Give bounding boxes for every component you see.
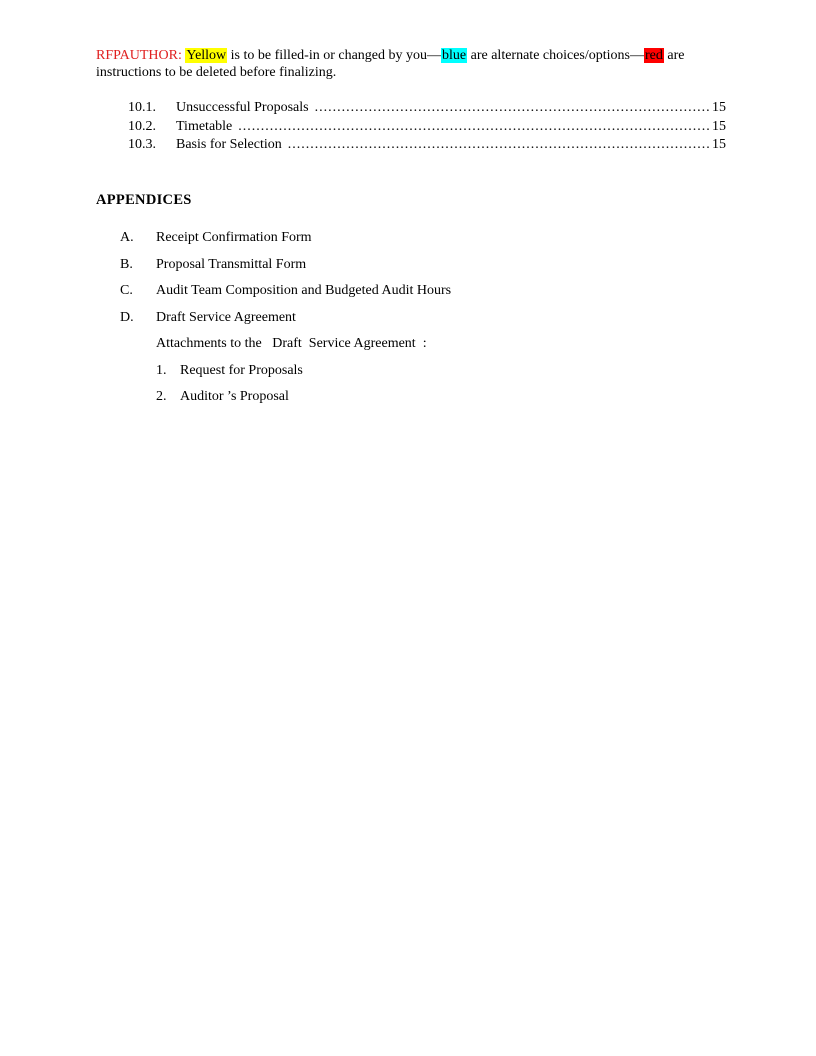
toc-page-number: 15: [712, 118, 726, 134]
appendix-letter: C.: [120, 283, 133, 298]
appendix-letter: B.: [120, 256, 133, 272]
toc-number: 10.3.: [128, 137, 156, 152]
toc-page-number: 15: [712, 100, 726, 115]
note-text-1: is to be filled-in or changed by you—: [227, 48, 442, 63]
author-label: RFPAUTHOR:: [96, 48, 182, 63]
attachment-label: Request for Proposals: [180, 362, 303, 378]
blue-highlight: blue: [442, 48, 467, 63]
table-of-contents: [128, 99, 726, 155]
toc-leader-dots: [288, 136, 711, 155]
toc-number: 10.1.: [128, 100, 156, 115]
toc-title: Basis for Selection: [176, 137, 282, 152]
toc-entry[interactable]: [128, 99, 726, 118]
appendix-letter: D.: [120, 309, 134, 325]
yellow-highlight: Yellow: [186, 48, 227, 63]
toc-entry[interactable]: [128, 136, 726, 155]
attachment-label: Auditor ’s Proposal: [180, 389, 289, 404]
toc-title: Unsuccessful Proposals: [176, 100, 309, 115]
authoring-note: [96, 47, 720, 81]
toc-title: Timetable: [176, 118, 233, 134]
list-item: [120, 229, 451, 256]
appendix-label: Proposal Transmittal Form: [156, 256, 307, 272]
appendix-letter: A.: [120, 230, 134, 245]
appendix-label: Draft Service Agreement: [156, 309, 296, 325]
attachment-number: 1.: [156, 362, 167, 378]
note-text-3: are instructions to be deleted before finalizing.: [96, 48, 685, 80]
toc-entry[interactable]: [128, 118, 726, 137]
attachments-intro: [156, 335, 427, 362]
appendix-label: Receipt Confirmation Form: [156, 230, 312, 245]
attachments-intro-text: Attachments to the Draft Service Agreement :: [156, 336, 427, 351]
attachment-number: 2.: [156, 389, 167, 404]
list-item: [120, 256, 451, 283]
list-item: [156, 388, 427, 415]
list-item: [120, 282, 451, 309]
attachments-list: [156, 335, 427, 415]
toc-leader-dots: [315, 99, 711, 118]
toc-leader-dots: [238, 118, 711, 137]
list-item: [156, 362, 427, 389]
appendix-label: Audit Team Composition and Budgeted Audit Hours: [156, 283, 452, 298]
toc-page-number: 15: [712, 137, 726, 152]
red-highlight: red: [645, 48, 663, 63]
list-item: [120, 309, 451, 336]
appendices-list: [120, 229, 451, 335]
toc-number: 10.2.: [128, 118, 156, 134]
appendices-heading: APPENDICES: [96, 192, 192, 208]
note-text-2: are alternate choices/options—: [467, 48, 644, 63]
